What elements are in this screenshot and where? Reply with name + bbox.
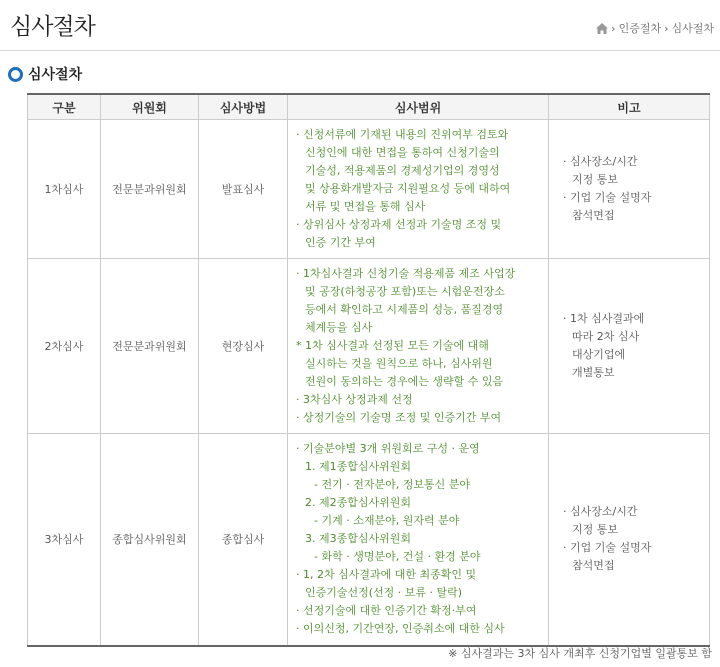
table-row [28, 259, 710, 434]
cell-note [549, 259, 710, 434]
scope-line: · 상위심사 상정과제 선정과 기술명 조정 및 [296, 218, 502, 231]
scope-line: 3. 제3종합심사위원회 [305, 532, 411, 546]
cell-note [549, 434, 710, 646]
cell-committee: 전문분과위원회 [101, 120, 199, 259]
footer-note: ※ 심사결과는 3차 심사 개최후 신청기업별 일괄통보 함 [448, 647, 712, 660]
cell-stage: 2차심사 [28, 259, 101, 434]
scope-line: 및 상용화개발자금 지원필요성 등에 대하여 [305, 182, 511, 195]
section-title: 심사절차 [28, 67, 83, 83]
note-line: 개별통보 [572, 366, 615, 379]
note-line: · 심사장소/시간 [563, 155, 638, 168]
cell-stage: 1차심사 [28, 120, 101, 259]
cell-committee: 전문분과위원회 [101, 259, 199, 434]
cell-committee: 종합심사위원회 [101, 434, 199, 646]
note-line: · 심사장소/시간 [563, 505, 638, 519]
page-header [0, 0, 720, 51]
scope-line: · 상정기술의 기술명 조정 및 인증기간 부여 [296, 411, 502, 424]
review-procedure-table [27, 93, 710, 647]
scope-line: 기술성, 적용제품의 경제성기업의 경영성 [305, 164, 500, 177]
cell-stage: 3차심사 [28, 434, 101, 646]
scope-line: · 이의신청, 기간연장, 인증취소에 대한 심사 [296, 622, 505, 636]
section-heading [8, 64, 82, 84]
scope-line: 인증 기간 부여 [305, 236, 376, 249]
note-line: 따라 2차 심사 [572, 330, 640, 343]
breadcrumb-item-review[interactable]: 심사절차 [671, 22, 714, 35]
column-header-committee: 위원회 [101, 94, 199, 120]
scope-line: 2. 제2종합심사위원회 [305, 496, 411, 510]
cell-scope [288, 434, 549, 646]
column-header-note: 비고 [549, 94, 710, 120]
cell-scope [288, 120, 549, 259]
note-line: · 기업 기술 설명자 [563, 191, 652, 204]
scope-line: 서류 및 면접을 통해 심사 [305, 200, 426, 213]
scope-line: · 선정기술에 대한 인증기간 확정·부여 [296, 604, 477, 618]
chevron-right-icon: › [611, 21, 616, 35]
scope-line: 등에서 확인하고 시제품의 성능, 품질경영 [305, 303, 504, 316]
scope-line: · 기술분야별 3개 위원회로 구성 · 운영 [296, 442, 480, 456]
scope-line: 및 공장(하청공장 포함)또는 시험운전장소 [305, 285, 505, 298]
column-header-method: 심사방법 [199, 94, 288, 120]
scope-line: - 전기 · 전자분야, 정보통신 분야 [314, 478, 470, 492]
scope-line: * 1차 심사결과 선정된 모든 기술에 대해 [296, 339, 489, 352]
cell-method: 현장심사 [199, 259, 288, 434]
scope-line: 1. 제1종합심사위원회 [305, 460, 411, 474]
scope-line: 전원이 동의하는 경우에는 생략할 수 있음 [305, 375, 504, 388]
scope-line: · 신청서류에 기재된 내용의 진위여부 검토와 [296, 128, 509, 141]
circle-bullet-icon [8, 67, 23, 82]
cell-scope [288, 259, 549, 434]
breadcrumb-item-certification[interactable]: 인증절차 [618, 22, 662, 35]
note-line: 지정 통보 [572, 523, 619, 537]
note-line: 지정 통보 [572, 173, 619, 186]
scope-line: · 1차심사결과 신청기술 적용제품 제조 사업장 [296, 267, 516, 280]
note-line: · 1차 심사결과에 [563, 312, 645, 325]
home-icon[interactable] [596, 23, 608, 34]
scope-line: - 화학 · 생명분야, 건설 · 환경 분야 [314, 550, 481, 564]
note-line: 참석면접 [572, 559, 615, 573]
breadcrumb [596, 20, 714, 36]
column-header-scope: 심사범위 [288, 94, 549, 120]
scope-line: 인증기술선정(선정 · 보류 · 탈락) [305, 586, 463, 600]
page-title: 심사절차 [10, 14, 95, 40]
cell-note [549, 120, 710, 259]
table-row [28, 434, 710, 646]
cell-method: 발표심사 [199, 120, 288, 259]
scope-line: 실시하는 것을 원칙으로 하나, 심사위원 [305, 357, 493, 370]
table-header-row [28, 94, 710, 120]
column-header-stage: 구분 [28, 94, 101, 120]
scope-line: · 1, 2차 심사결과에 대한 최종확인 및 [296, 568, 477, 582]
note-line: 참석면접 [572, 209, 615, 222]
scope-line: 체계등을 심사 [305, 321, 373, 334]
note-line: · 기업 기술 설명자 [563, 541, 652, 555]
cell-method: 종합심사 [199, 434, 288, 646]
scope-line: - 기계 · 소재분야, 원자력 분야 [314, 514, 460, 528]
note-line: 대상기업에 [572, 348, 626, 361]
scope-line: · 3차심사 상정과제 선정 [296, 393, 413, 406]
scope-line: 신청인에 대한 면접을 통하여 신청기술의 [305, 146, 500, 159]
chevron-right-icon: › [664, 21, 669, 35]
table-row [28, 120, 710, 259]
